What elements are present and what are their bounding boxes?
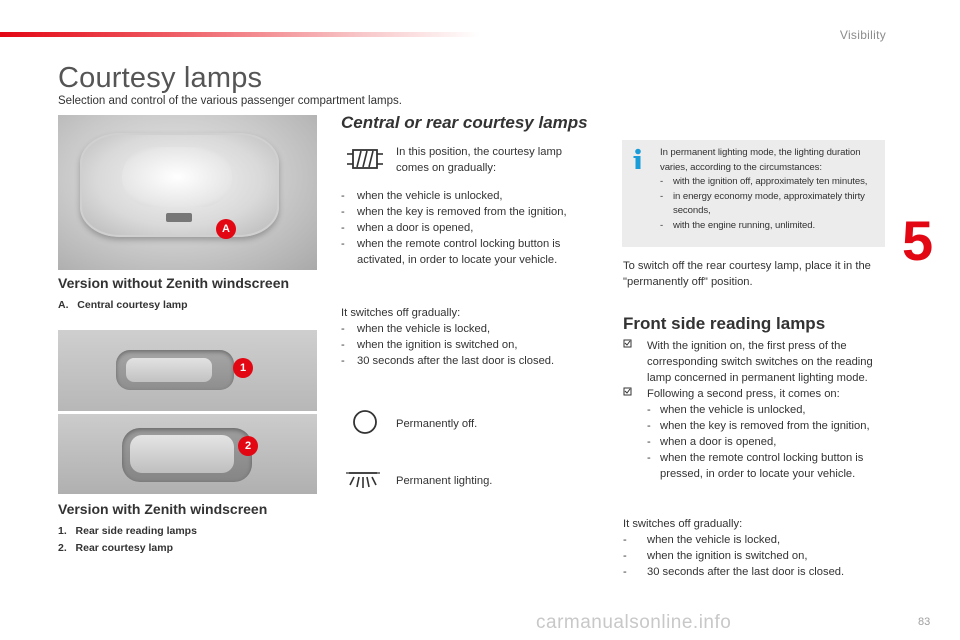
legend-2 xyxy=(58,540,197,557)
info-icon xyxy=(632,148,644,170)
marker-2: 2 xyxy=(238,436,258,456)
legend-2-text: Rear courtesy lamp xyxy=(75,542,173,554)
legend-a-text: Central courtesy lamp xyxy=(77,299,188,311)
page-number: 83 xyxy=(918,616,931,628)
list-item: - when the key is removed from the ignition, xyxy=(647,420,870,432)
list-item: - when the key is removed from the ignition, xyxy=(341,206,567,218)
rear-courtesy-lamp-housing xyxy=(122,428,252,482)
caption-version-without-zenith: Version without Zenith windscreen xyxy=(58,275,290,291)
list-item: - 30 seconds after the last door is closed. xyxy=(623,566,845,578)
permanently-off-text: Permanently off. xyxy=(396,418,478,430)
note-item: - in energy economy mode, approximately thirty seconds, xyxy=(660,190,865,216)
info-note-box xyxy=(622,140,885,247)
page-title: Courtesy lamps xyxy=(58,62,263,94)
reading-lamp-housing xyxy=(116,350,234,390)
caption-version-with-zenith: Version with Zenith windscreen xyxy=(58,501,268,517)
note-item: - with the ignition off, approximately ten minutes, xyxy=(660,176,868,187)
marker-1: 1 xyxy=(233,358,253,378)
check-item-1: With the ignition on, the first press of the corresponding switch switches on the reading lamp concerned in permanent lighting mode. xyxy=(623,338,885,386)
door-mode-text: In this position, the courtesy lamp comes on gradually: xyxy=(396,146,563,174)
list-item: - 30 seconds after the last door is closed. xyxy=(341,355,555,367)
note-content xyxy=(660,146,882,233)
list-item: - when the remote control locking button is pressed, in order to locate your vehicle. xyxy=(647,452,864,480)
check-box-bullet-icon xyxy=(623,338,632,355)
page-subtitle: Selection and control of the various passenger compartment lamps. xyxy=(58,95,402,107)
legend-1-key: 1. xyxy=(58,525,67,537)
photo-rear-courtesy-lamp xyxy=(58,414,317,494)
heading-central-rear-courtesy: Central or rear courtesy lamps xyxy=(341,113,588,132)
photo-rear-side-reading-lamp xyxy=(58,330,317,411)
off-conditions-block xyxy=(341,305,603,369)
off-intro: It switches off gradually: xyxy=(341,307,461,319)
list-item: - when a door is opened, xyxy=(341,222,474,234)
header-red-bar xyxy=(0,32,480,37)
list-item: - when the ignition is switched on, xyxy=(341,339,518,351)
chapter-number: 5 xyxy=(902,209,934,272)
on-conditions-list xyxy=(341,188,603,268)
legend-1 xyxy=(58,523,197,540)
list-item: - when the vehicle is unlocked, xyxy=(647,404,806,416)
courtesy-lamp-housing xyxy=(80,133,279,237)
list-item: - when the vehicle is locked, xyxy=(341,323,491,335)
list-item: - when a door is opened, xyxy=(647,436,777,448)
photo-central-courtesy-lamp xyxy=(58,115,317,270)
reading-off-intro: It switches off gradually: xyxy=(623,518,743,530)
switch-off-text: To switch off the rear courtesy lamp, place it in the "permanently off" position. xyxy=(623,260,871,288)
permanent-lamp-icon xyxy=(345,468,381,494)
check-box-bullet-icon xyxy=(623,386,632,403)
list-item: - when the ignition is switched on, xyxy=(623,550,808,562)
legend-a xyxy=(58,297,188,314)
note-intro: In permanent lighting mode, the lighting duration varies, according to the circumstances: xyxy=(660,147,861,173)
permanent-lighting-text: Permanent lighting. xyxy=(396,475,493,487)
door-mode-lamp-icon xyxy=(347,146,383,172)
check-item-2: Following a second press, it comes on: - when the vehicle is unlocked, - when the key is removed from the ignition, - when a door is opened, - when the remote control locking button is pressed, in order to locate your vehicle. xyxy=(623,386,885,482)
reading-lamp-instructions xyxy=(623,338,885,482)
courtesy-lamp-lens xyxy=(122,147,232,207)
heading-front-side-reading: Front side reading lamps xyxy=(623,314,826,333)
legend-a-key: A. xyxy=(58,299,69,311)
watermark: carmanualsonline.info xyxy=(536,612,732,633)
list-item: - when the vehicle is locked, xyxy=(623,534,781,546)
legend-list xyxy=(58,523,197,557)
list-item: - when the vehicle is unlocked, xyxy=(341,190,503,202)
section-label: Visibility xyxy=(839,28,886,42)
courtesy-lamp-switch xyxy=(166,213,192,222)
reading-off-block xyxy=(623,516,885,580)
circle-off-icon xyxy=(347,409,383,435)
legend-1-text: Rear side reading lamps xyxy=(75,525,197,537)
legend-2-key: 2. xyxy=(58,542,67,554)
note-item: - with the engine running, unlimited. xyxy=(660,219,816,231)
list-item: - when the remote control locking button is activated, in order to locate your vehicle. xyxy=(341,238,561,266)
marker-a: A xyxy=(216,219,236,239)
